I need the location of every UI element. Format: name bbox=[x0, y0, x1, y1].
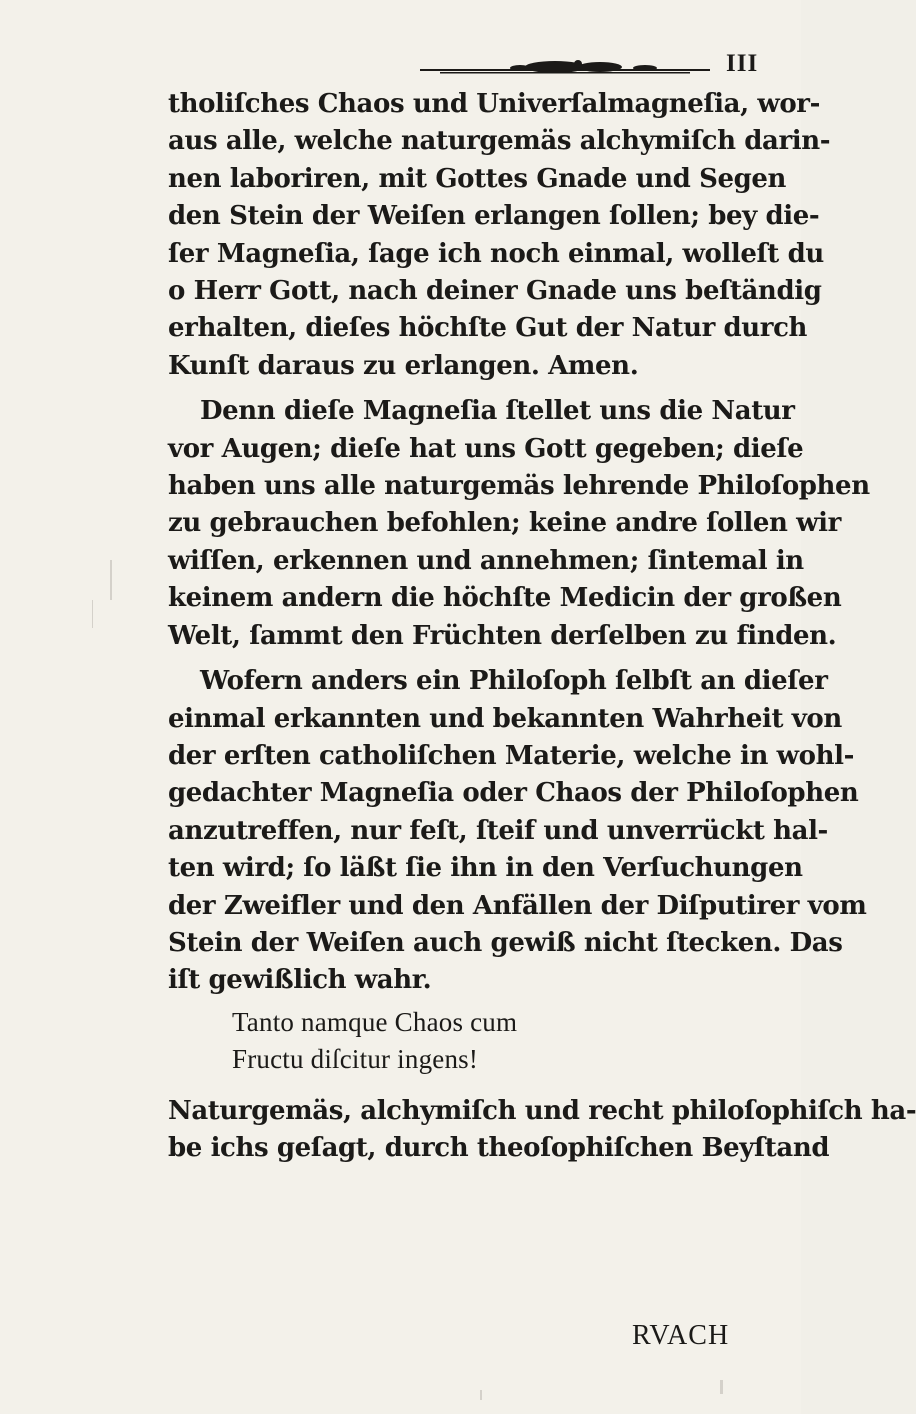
text-line: der Zweifler und den Anfällen der Diſputirer vom bbox=[168, 890, 867, 921]
header-ornament bbox=[420, 58, 710, 76]
closing-line: be ichs geſagt, durch theoſophiſchen Beyſtand bbox=[168, 1132, 830, 1163]
text-line: vor Augen; dieſe hat uns Gott gegeben; dieſe bbox=[168, 433, 804, 464]
text-line: iſt gewißlich wahr. bbox=[168, 965, 432, 996]
paragraph-start: Wofern anders ein Philoſoph ſelbſt an dieſer bbox=[200, 666, 828, 697]
text-line: ten wird; ſo läßt ſie ihn in den Verſuchungen bbox=[168, 853, 803, 884]
latin-verse-line: Tanto namque Chaos cum bbox=[232, 1006, 518, 1037]
text-line: Stein der Weiſen auch gewiß nicht ſtecken. Das bbox=[168, 927, 843, 958]
text-line: Kunſt daraus zu erlangen. Amen. bbox=[168, 350, 639, 381]
latin-verse-line: Fructu diſcitur ingens! bbox=[232, 1044, 479, 1075]
page-number: III bbox=[726, 50, 759, 77]
text-line: aus alle, welche naturgemäs alchymiſch darin- bbox=[168, 126, 831, 157]
paper-speck bbox=[92, 600, 93, 628]
text-line: tholiſches Chaos und Univerſalmagneſia, wor- bbox=[168, 89, 820, 119]
text-line: Welt, ſammt den Früchten derſelben zu finden. bbox=[168, 620, 837, 651]
paragraph-start: Denn dieſe Magneſia ſtellet uns die Natur bbox=[200, 396, 795, 427]
text-line: wiſſen, erkennen und annehmen; ſintemal in bbox=[168, 545, 804, 576]
text-line: anzutreffen, nur feſt, ſteif und unverrückt hal- bbox=[168, 815, 828, 846]
text-line: keinem andern die höchſte Medicin der großen bbox=[168, 583, 842, 614]
text-line: den Stein der Weiſen erlangen ſollen; bey die- bbox=[168, 201, 820, 232]
paper-speck bbox=[720, 1380, 723, 1394]
text-line: haben uns alle naturgemäs lehrende Philoſophen bbox=[168, 471, 870, 502]
text-line: ſer Magneſia, ſage ich noch einmal, wolleſt du bbox=[168, 238, 824, 269]
text-line: erhalten, dieſes höchſte Gut der Natur durch bbox=[168, 313, 808, 344]
paper-speck bbox=[110, 560, 112, 600]
catchword: RVACH bbox=[632, 1320, 730, 1351]
text-line: zu gebrauchen befohlen; keine andre ſollen wir bbox=[168, 508, 841, 539]
text-line: einmal erkannten und bekannten Wahrheit von bbox=[168, 703, 842, 734]
closing-line: Naturgemäs, alchymiſch und recht philoſophiſch ha- bbox=[168, 1095, 916, 1126]
text-line: o Herr Gott, nach deiner Gnade uns beſtändig bbox=[168, 276, 822, 307]
text-line: gedachter Magneſia oder Chaos der Philoſophen bbox=[168, 778, 859, 809]
text-line: nen laboriren, mit Gottes Gnade und Segen bbox=[168, 163, 787, 194]
body-text bbox=[168, 86, 916, 1167]
text-line: der erſten catholiſchen Materie, welche in wohl- bbox=[168, 740, 854, 771]
paper-speck bbox=[480, 1390, 482, 1400]
